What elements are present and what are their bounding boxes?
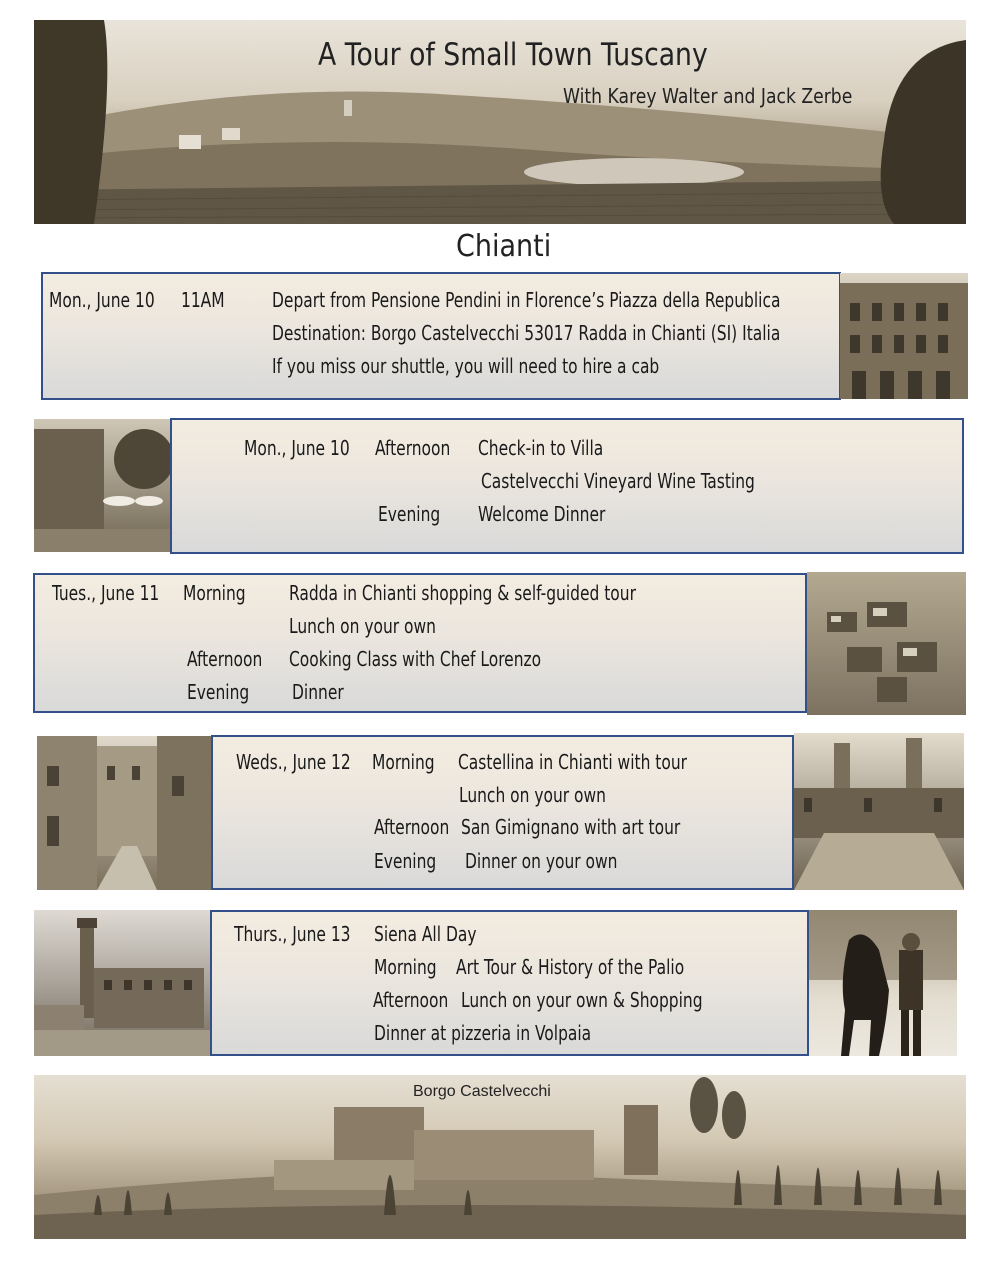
footer-photo-caption: Borgo Castelvecchi: [413, 1083, 551, 1100]
day3-slot3-label: Evening: [187, 680, 250, 704]
page-subtitle: With Karey Walter and Jack Zerbe: [563, 84, 853, 108]
day1-date: Mon., June 10: [49, 288, 155, 312]
street-image: [37, 736, 211, 890]
day2-slot2-label: Evening: [378, 502, 441, 526]
day5-headline: Siena All Day: [374, 922, 477, 946]
day5-slot2-item: Lunch on your own & Shopping: [461, 988, 703, 1012]
palazzo-tower-image: [34, 910, 210, 1056]
building-facade-image: [840, 273, 968, 399]
day4-slot2-item: San Gimignano with art tour: [461, 815, 681, 839]
palio-horse-photo: [809, 910, 957, 1056]
day3-slot1-label: Morning: [183, 581, 246, 605]
day1-line-2: Destination: Borgo Castelvecchi 53017 Radda in Chianti (SI) Italia: [272, 321, 781, 345]
day5-slot2-label: Afternoon: [373, 988, 449, 1012]
day4-slot3-label: Evening: [374, 849, 437, 873]
day3-date: Tues., June 11: [52, 581, 160, 605]
day3-slot2-label: Afternoon: [187, 647, 263, 671]
courtyard-image: [34, 419, 170, 552]
section-title: Chianti: [456, 229, 552, 264]
day1-time: 11AM: [181, 288, 225, 312]
horse-and-jockey-image: [809, 910, 957, 1056]
day4-slot2-label: Afternoon: [374, 815, 450, 839]
day2-slot1-item-1: Check-in to Villa: [478, 436, 604, 460]
day3-slot3-item: Dinner: [292, 680, 344, 704]
page-title: A Tour of Small Town Tuscany: [318, 37, 708, 73]
day1-line-1: Depart from Pensione Pendini in Florence’s Piazza della Republica: [272, 288, 781, 312]
day5-slot1-item: Art Tour & History of the Palio: [456, 955, 685, 979]
day5-date: Thurs., June 13: [234, 922, 351, 946]
day4-slot1-item-2: Lunch on your own: [459, 783, 606, 807]
day3-slot1-item-1: Radda in Chianti shopping & self-guided tour: [289, 581, 636, 605]
day3-slot2-item: Cooking Class with Chef Lorenzo: [289, 647, 542, 671]
castellina-street-photo: [37, 736, 211, 890]
day4-slot1-label: Morning: [372, 750, 435, 774]
day2-slot1-label: Afternoon: [375, 436, 451, 460]
san-gimignano-photo: [794, 733, 964, 890]
day2-slot2-item: Welcome Dinner: [478, 502, 606, 526]
day3-slot1-item-2: Lunch on your own: [289, 614, 436, 638]
day5-slot1-label: Morning: [374, 955, 437, 979]
day2-slot1-item-2: Castelvecchi Vineyard Wine Tasting: [481, 469, 755, 493]
radda-aerial-photo: [807, 572, 966, 715]
day4-slot1-item-1: Castellina in Chianti with tour: [458, 750, 688, 774]
towers-piazza-image: [794, 733, 964, 890]
day5-line-4: Dinner at pizzeria in Volpaia: [374, 1021, 592, 1045]
day2-date: Mon., June 10: [244, 436, 350, 460]
villa-courtyard-photo: [34, 419, 170, 552]
village-aerial-image: [807, 572, 966, 715]
florence-piazza-photo: [840, 273, 968, 399]
day1-line-3: If you miss our shuttle, you will need to hire a cab: [272, 354, 660, 378]
day4-slot3-item: Dinner on your own: [465, 849, 618, 873]
day4-date: Weds., June 12: [236, 750, 351, 774]
siena-palazzo-photo: [34, 910, 210, 1056]
